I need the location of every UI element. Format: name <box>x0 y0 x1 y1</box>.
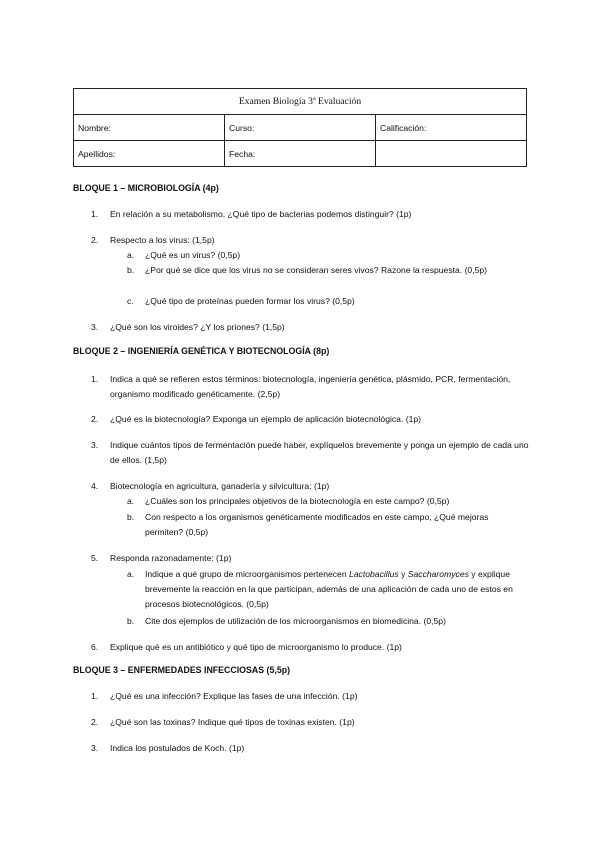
item-text-mid: y <box>398 569 408 579</box>
question-number: 1. <box>91 374 99 384</box>
b1-question-1 <box>91 207 531 222</box>
b2-question-5 <box>91 551 531 566</box>
question-text: Explique qué es un antibiótico y qué tipo de microorganismo lo produce. (1p) <box>110 642 402 652</box>
item-text: ¿Qué tipo de proteínas pueden formar los virus? (0,5p) <box>145 296 355 306</box>
question-number: 2. <box>91 717 99 727</box>
bloque2-title: BLOQUE 2 – INGENIERÍA GENÉTICA Y BIOTECNOLOGÍA (8p) <box>73 346 330 356</box>
b1-q2-item-b <box>127 263 527 278</box>
item-text-post: y explique brevemente la reacción en la que participan, además de una aplicación de cada uno de estos en procesos biotecnológicos. (0,5p) <box>145 569 513 609</box>
organism-lactobacillus: Lactobacillus <box>349 569 399 579</box>
item-text: ¿Qué es un virus? (0,5p) <box>145 250 241 260</box>
question-number: 2. <box>91 414 99 424</box>
item-letter: a. <box>127 250 135 260</box>
item-letter: b. <box>127 512 135 522</box>
fecha-label: Fecha: <box>225 141 376 167</box>
question-text: Responda razonadamente: (1p) <box>110 553 232 563</box>
b2-question-3 <box>91 438 531 468</box>
question-text: Indica los postulados de Koch. (1p) <box>110 743 245 753</box>
calificacion-label: Calificación: <box>376 115 527 141</box>
apellidos-label: Apellidos: <box>74 141 225 167</box>
b1-q2-item-a <box>127 248 527 263</box>
curso-label: Curso: <box>225 115 376 141</box>
question-text: ¿Qué son los viroides? ¿Y los priones? (1,5p) <box>110 322 285 332</box>
organism-saccharomyces: Saccharomyces <box>407 569 469 579</box>
question-number: 6. <box>91 642 99 652</box>
nombre-label: Nombre: <box>74 115 225 141</box>
b2-question-6 <box>91 640 531 655</box>
b2-q5-item-a <box>127 567 527 612</box>
bloque3-title: BLOQUE 3 – ENFERMEDADES INFECCIOSAS (5,5p) <box>73 665 291 675</box>
item-text-pre: Indique a qué grupo de microorganismos pertenecen <box>145 569 349 579</box>
bloque1-title: BLOQUE 1 – MICROBIOLOGÍA (4p) <box>73 183 219 193</box>
item-text: ¿Por qué se dice que los virus no se consideran seres vivos? Razone la respuesta. (0,5p) <box>145 265 488 275</box>
question-number: 5. <box>91 553 99 563</box>
question-number: 3. <box>91 743 99 753</box>
item-letter: b. <box>127 616 135 626</box>
b2-q4-item-a <box>127 494 527 509</box>
question-number: 3. <box>91 322 99 332</box>
question-text: Indica a qué se refieren estos términos: biotecnología, ingeniería genética, plásmido, PCR, fermentación, organismo modificado genéticamente. (2,5p) <box>110 374 511 399</box>
item-text: Cite dos ejemplos de utilización de los microorganismos en biomedicina. (0,5p) <box>145 616 446 626</box>
b1-q2-item-c <box>127 294 527 309</box>
question-text: ¿Qué son las toxinas? Indique qué tipos de toxinas existen. (1p) <box>110 717 355 727</box>
question-number: 2. <box>91 235 99 245</box>
question-text: ¿Qué es una infección? Explique las fases de una infección. (1p) <box>110 691 358 701</box>
b2-q5-item-b <box>127 614 527 629</box>
question-text: ¿Qué es la biotecnología? Exponga un ejemplo de aplicación biotecnológica. (1p) <box>110 414 422 424</box>
item-text: ¿Cuáles son los principales objetivos de la biotecnología en este campo? (0,5p) <box>145 496 450 506</box>
question-number: 3. <box>91 440 99 450</box>
question-text: Biotecnología en agricultura, ganadería y silvicultura: (1p) <box>110 481 330 491</box>
b3-question-3 <box>91 741 531 756</box>
b2-question-2 <box>91 412 531 427</box>
exam-title: Examen Biología 3ª Evaluación <box>74 89 527 115</box>
item-letter: a. <box>127 569 135 579</box>
b3-question-1 <box>91 689 531 704</box>
question-text: En relación a su metabolismo, ¿Qué tipo de bacterias podemos distinguir? (1p) <box>110 209 412 219</box>
b2-q4-item-b <box>127 510 527 540</box>
b2-question-1 <box>91 372 531 402</box>
question-number: 4. <box>91 481 99 491</box>
item-letter: a. <box>127 496 135 506</box>
b1-question-2 <box>91 233 531 248</box>
b2-question-4 <box>91 479 531 494</box>
question-number: 1. <box>91 691 99 701</box>
exam-header-table <box>73 88 527 167</box>
item-text <box>145 567 527 612</box>
question-text: Respecto a los virus: (1,5p) <box>110 235 215 245</box>
item-letter: c. <box>127 296 134 306</box>
question-text: Indique cuántos tipos de fermentación puede haber, explíquelos brevemente y ponga un ejemplo de cada uno de ellos. (1,5p) <box>110 440 529 465</box>
question-number: 1. <box>91 209 99 219</box>
item-letter: b. <box>127 265 135 275</box>
item-text: Con respecto a los organismos genéticamente modificados en este campo, ¿Qué mejoras permiten? (0,5p) <box>145 512 489 537</box>
b1-question-3 <box>91 320 531 335</box>
b3-question-2 <box>91 715 531 730</box>
calificacion-box <box>376 141 527 167</box>
